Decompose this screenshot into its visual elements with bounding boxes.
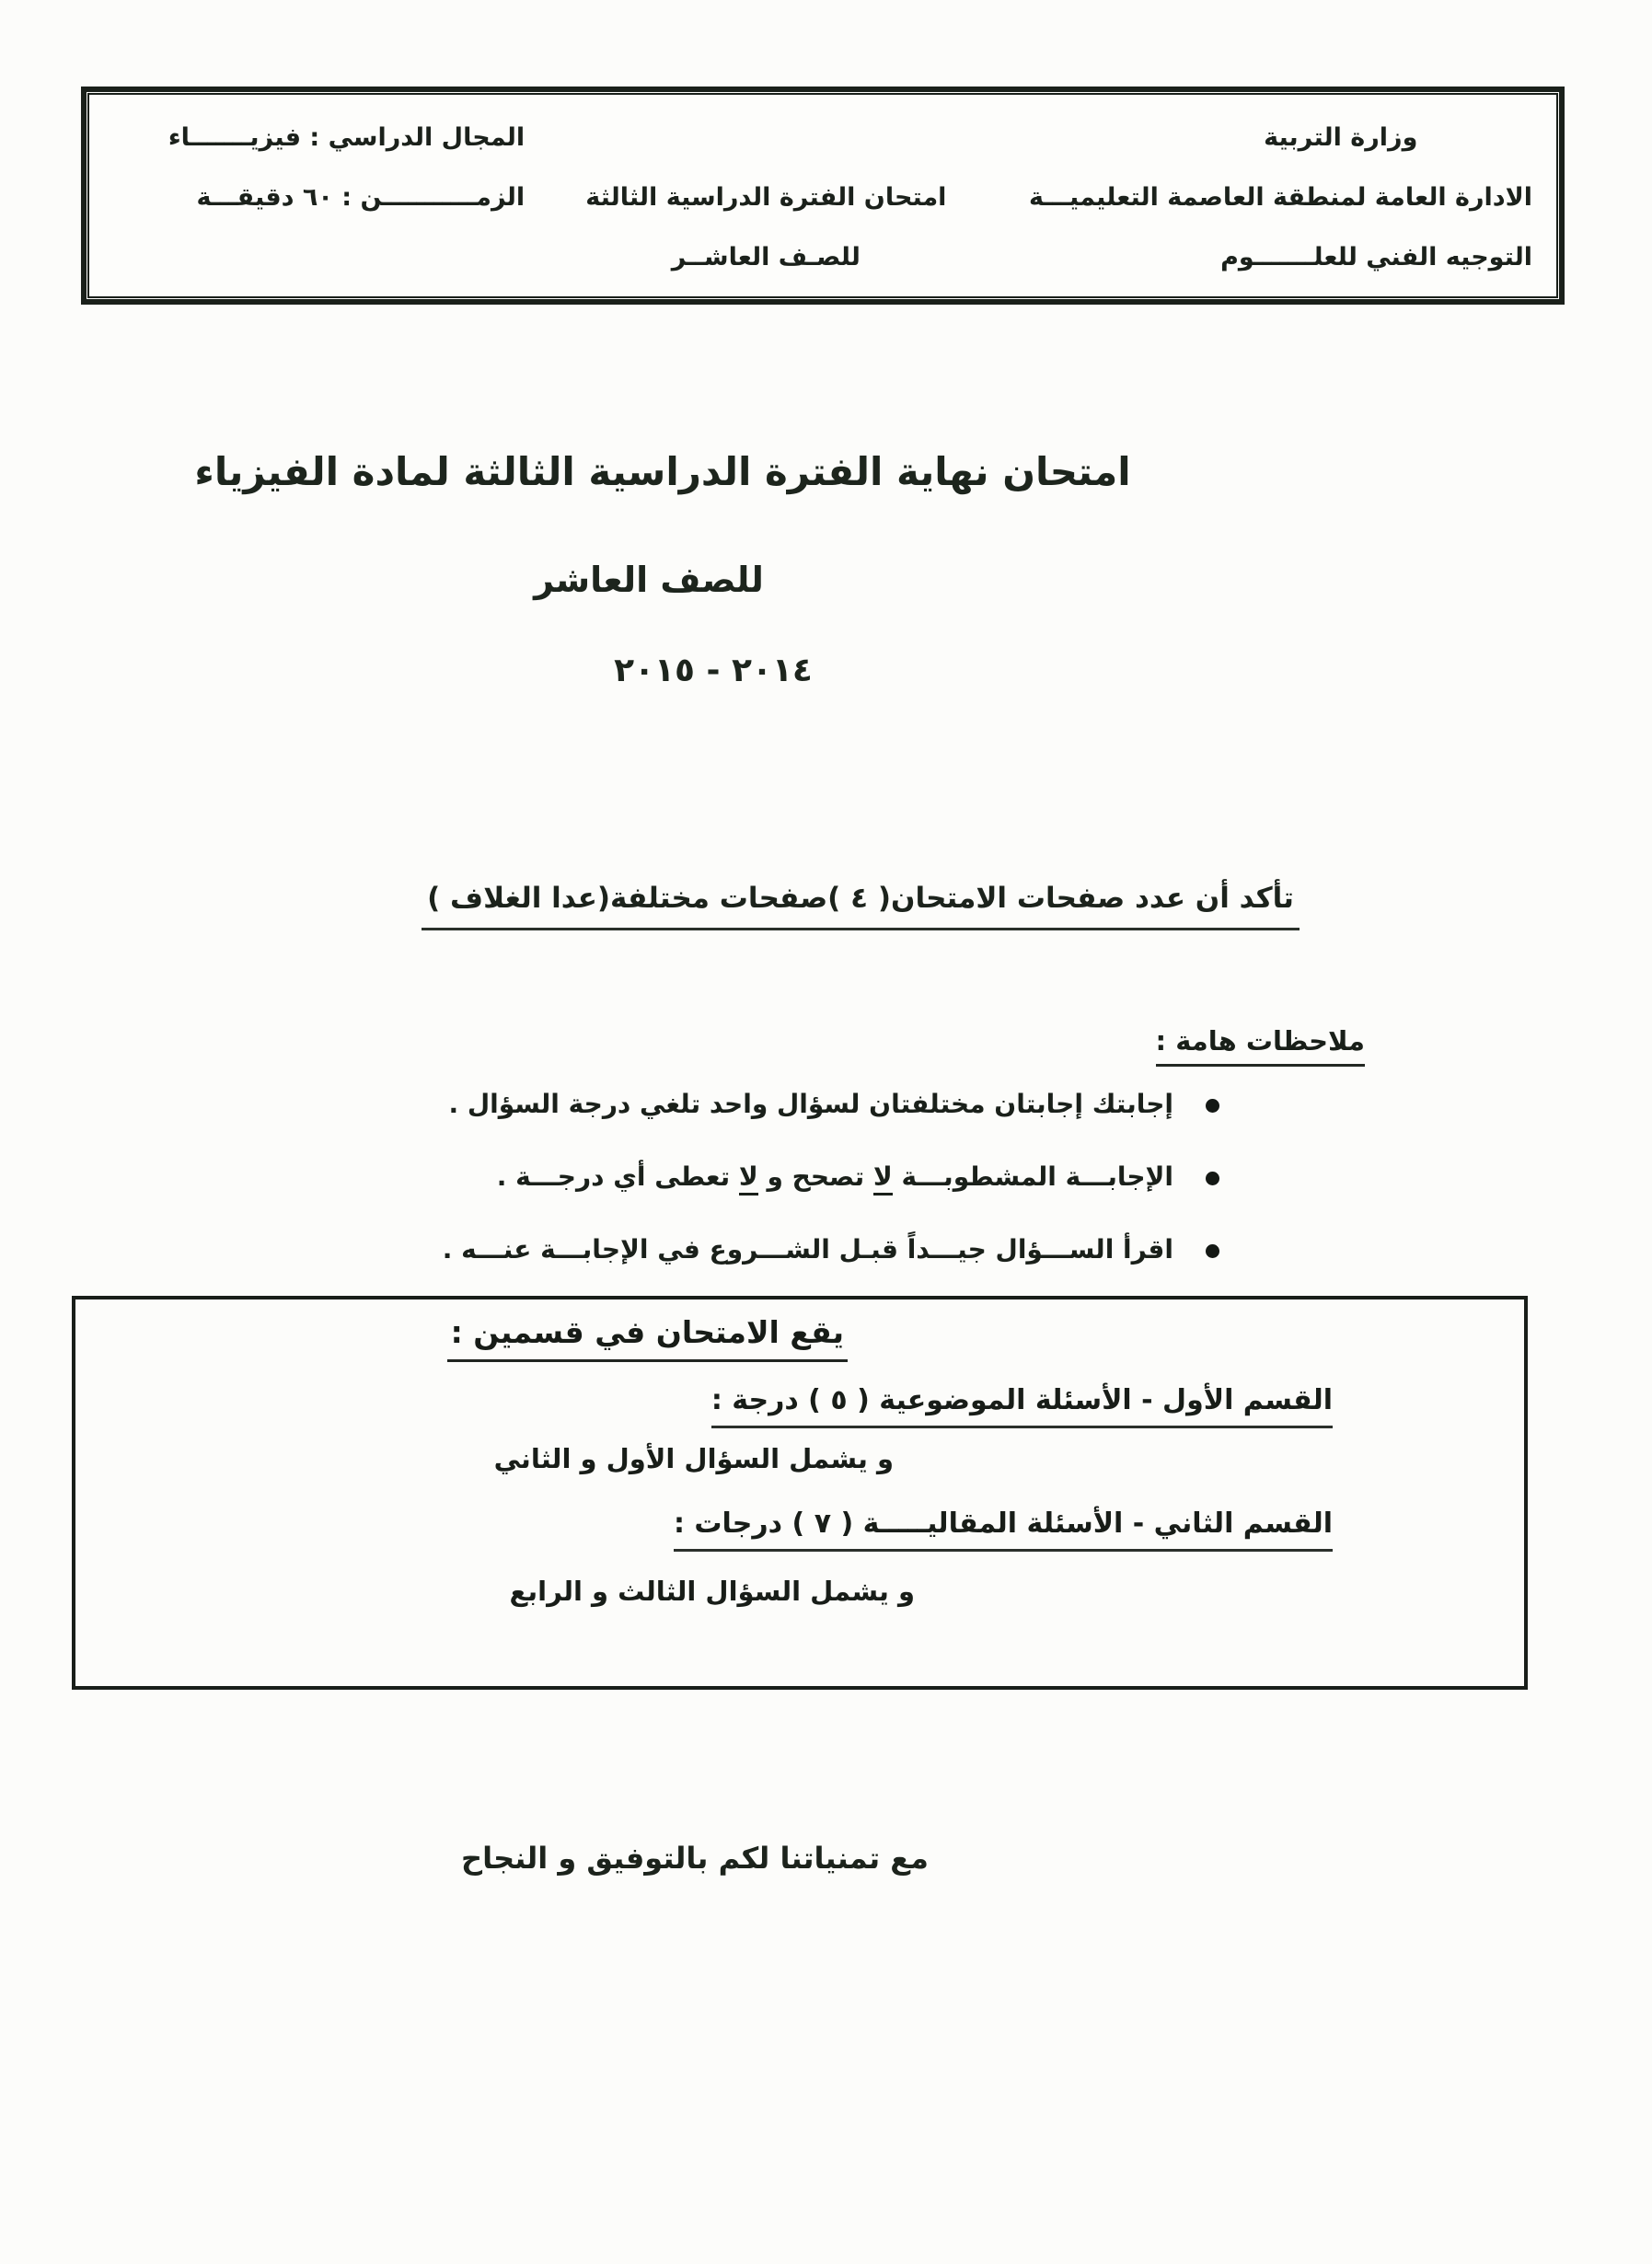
note-text: اقرأ الســـؤال جيـــداً قبـل الشـــروع في الإجابـــة عنـــه . xyxy=(442,1234,1173,1265)
section2-description: و يشمل السؤال الثالث و الرابع xyxy=(509,1576,915,1607)
section2-title: القسم الثاني - الأسئلة المقاليـــــة ( ٧ ) درجات : xyxy=(674,1507,1333,1552)
notes-heading: ملاحظات هامة : xyxy=(1156,1025,1365,1067)
bullet-icon xyxy=(1206,1099,1219,1113)
note-text: إجابتك إجابتان مختلفتان لسؤال واحد تلغي درجة السؤال . xyxy=(448,1089,1173,1119)
list-item xyxy=(443,1233,1219,1265)
exam-title: امتحان نهاية الفترة الدراسية الثالثة لمادة الفيزياء xyxy=(194,449,1131,494)
section1-description: و يشمل السؤال الأول و الثاني xyxy=(493,1443,894,1474)
grade-line: للصـف العاشــر xyxy=(671,243,861,271)
exam-title-grade: للصف العاشر xyxy=(534,560,764,600)
exam-header-grid xyxy=(87,93,1558,298)
directorate-line: الادارة العامة لمنطقة العاصمة التعليميـــة xyxy=(1028,183,1532,212)
exam-header-box xyxy=(81,87,1565,305)
ministry-line: وزارة التربية xyxy=(1264,123,1418,152)
pages-note: تأكد أن عدد صفحات الامتحان( ٤ )صفحات مختلفة(عدا الغلاف ) xyxy=(422,882,1300,930)
exam-period-line: امتحان الفترة الدراسية الثالثة xyxy=(585,183,947,212)
exam-sections-box xyxy=(72,1296,1528,1690)
subject-line: المجال الدراسي : فيزيـــــــاء xyxy=(168,123,526,152)
sections-heading: يقع الامتحان في قسمين : xyxy=(447,1314,848,1362)
notes-list xyxy=(443,1088,1219,1306)
time-line: الزمـــــــــــن : ٦٠ دقيقـــة xyxy=(196,183,526,212)
section1-title: القسم الأول - الأسئلة الموضوعية ( ٥ ) درجة : xyxy=(711,1384,1333,1428)
bullet-icon xyxy=(1206,1244,1219,1258)
good-luck-line: مع تمنياتنا لكم بالتوفيق و النجاح xyxy=(461,1841,929,1876)
list-item xyxy=(443,1088,1219,1120)
pages-note-row xyxy=(69,882,1652,930)
list-item xyxy=(443,1161,1219,1193)
exam-years: ٢٠١٤ - ٢٠١٥ xyxy=(614,652,813,689)
bullet-icon xyxy=(1206,1172,1219,1185)
supervision-line: التوجيه الفني للعلـــــــوم xyxy=(1220,243,1532,271)
note-text: الإجابـــة المشطوبـــة لا تصحح و لا تعطى أي درجـــة . xyxy=(497,1161,1173,1196)
